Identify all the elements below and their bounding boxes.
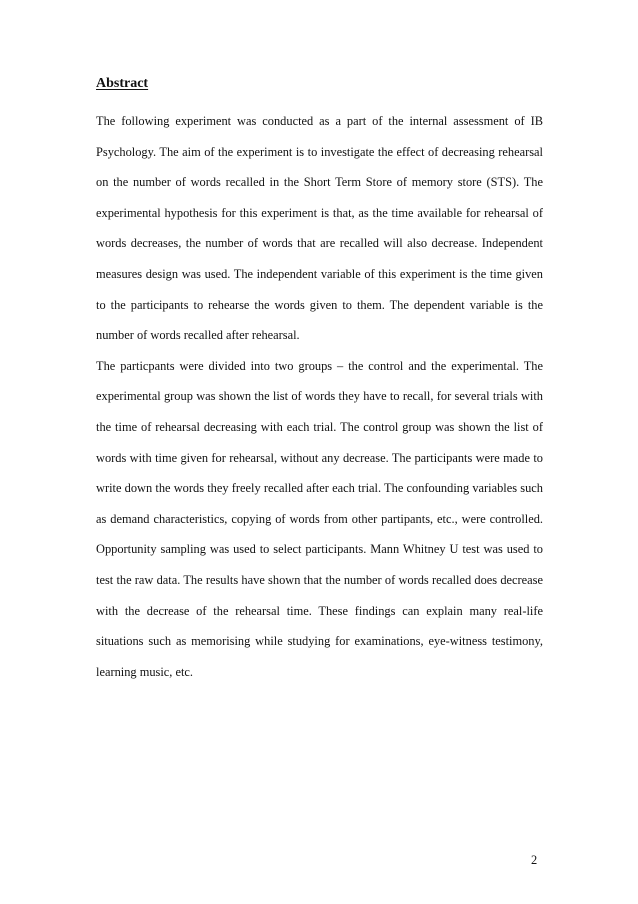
abstract-paragraph-1: The following experiment was conducted as a part of the internal assessment of IB Psychology. The aim of the experiment is to investigate the effect of decreasing rehearsal on the number of words recalled in the Short Term Store of memory store (STS). The experimental hypothesis for this experiment is that, as the time available for rehearsal of words decreases, the number of words that are recalled will also decrease. Independent measures design was used. The independent variable of this experiment is the time given to the participants to rehearse the words given to them. The dependent variable is the number of words recalled after rehearsal. [96, 114, 543, 343]
abstract-heading: Abstract [96, 76, 149, 91]
page-number: 2 [531, 853, 538, 867]
abstract-body [96, 106, 543, 687]
abstract-paragraph-2: The particpants were divided into two groups – the control and the experimental. The experimental group was shown the list of words they have to recall, for several trials with the time of rehearsal decreasing with each trial. The control group was shown the list of words with time given for rehearsal, without any decrease. The participants were made to write down the words they freely recalled after each trial. The confounding variables such as demand characteristics, copying of words from other partipants, etc., were controlled. Opportunity sampling was used to select participants. Mann Whitney U test was used to test the raw data. The results have shown that the number of words recalled does decrease with the decrease of the rehearsal time. These findings can explain many real-life situations such as memorising while studying for examinations, eye-witness testimony, learning music, etc. [96, 358, 543, 679]
